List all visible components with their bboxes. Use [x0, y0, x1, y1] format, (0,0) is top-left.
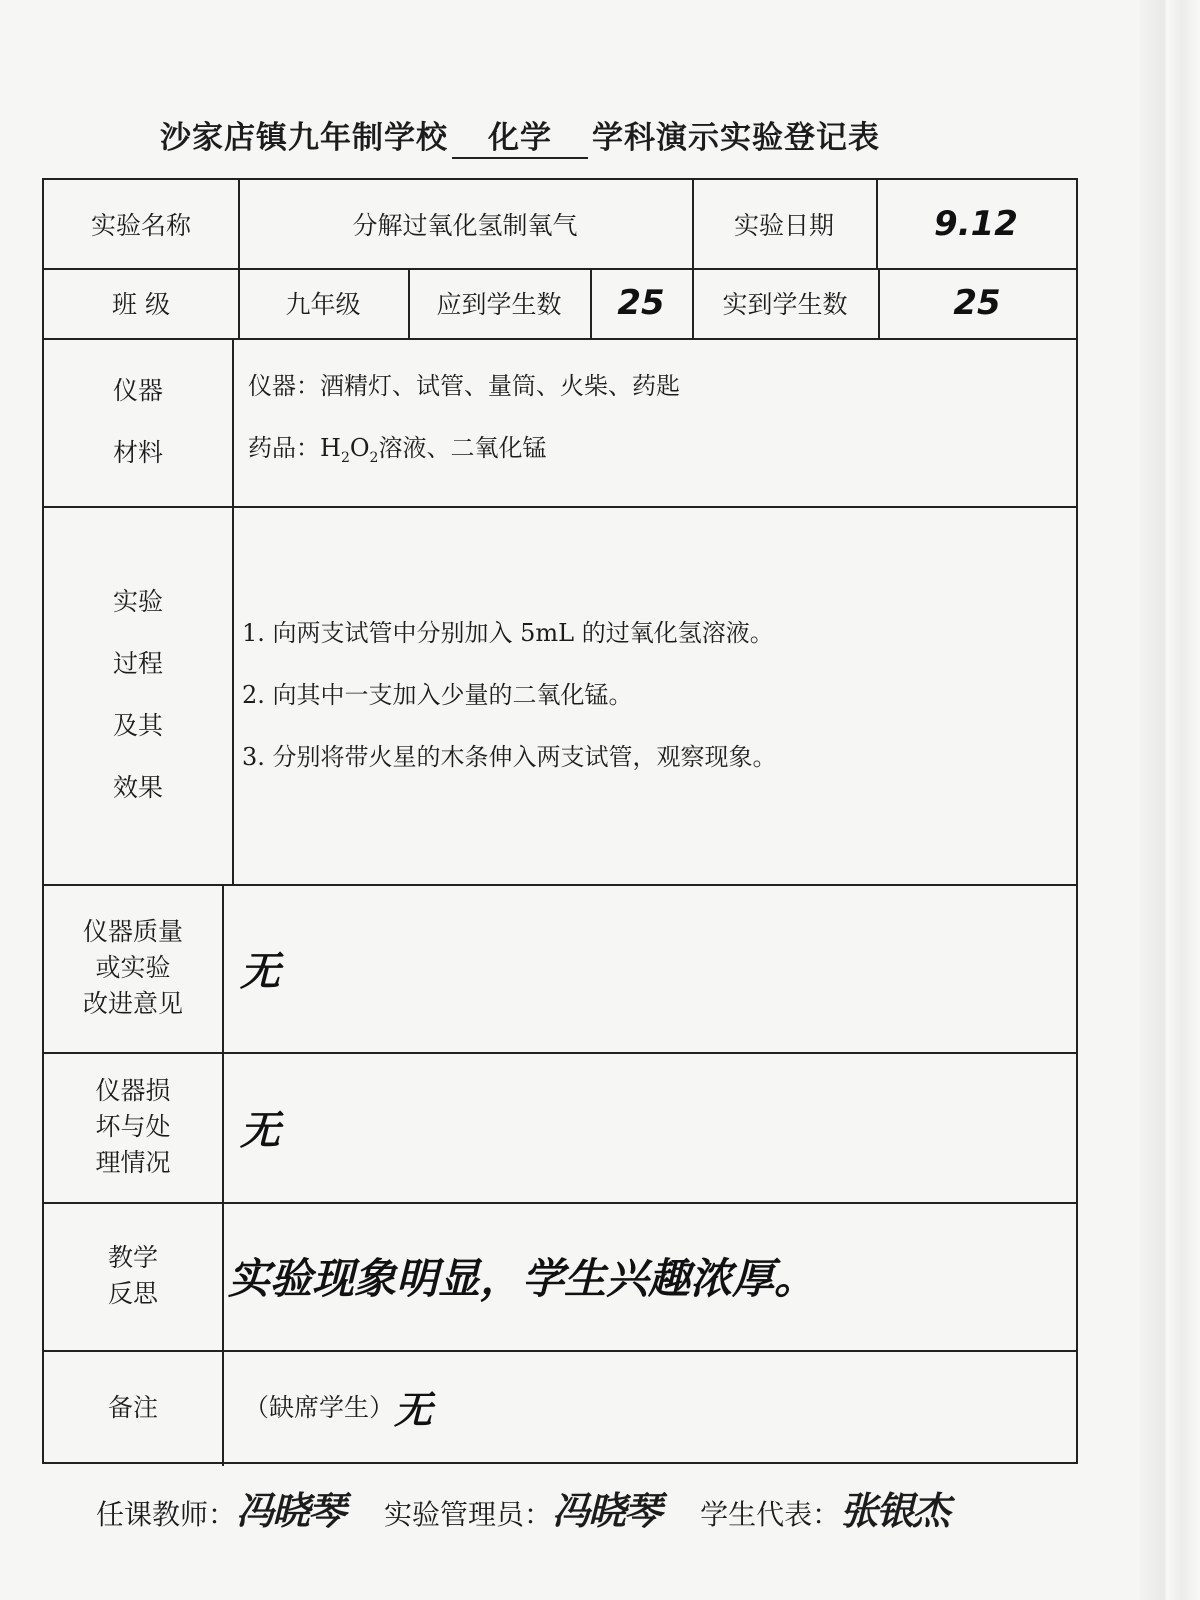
chemicals-suffix: 溶液、二氧化锰 — [378, 434, 547, 463]
actual-students-value: 25 — [953, 283, 1001, 323]
experiment-name-value: 分解过氧化氢制氧气 — [352, 211, 578, 240]
remark-prefix: （缺席学生） — [244, 1393, 395, 1422]
page-title — [160, 112, 980, 159]
reflection-value: 实验现象明显，学生兴趣浓厚。 — [228, 1254, 817, 1303]
process-label-line: 及其 — [112, 711, 163, 740]
expected-students-label: 应到学生数 — [436, 290, 562, 319]
equipment-content — [232, 338, 1076, 506]
process-label-line: 过程 — [112, 649, 163, 678]
title-subject: 化学 — [452, 112, 588, 159]
student-label: 学生代表： — [700, 1498, 841, 1531]
admin-label: 实验管理员： — [384, 1498, 553, 1531]
experiment-date-value: 9.12 — [934, 204, 1018, 244]
teacher-label: 任课教师： — [96, 1498, 237, 1531]
quality-label-line: 仪器质量 — [82, 916, 183, 946]
registration-table — [42, 178, 1078, 1464]
chemicals-line — [248, 417, 546, 489]
equipment-label — [44, 338, 232, 506]
student-signature: 张银杰 — [840, 1489, 949, 1533]
formula-o: O — [349, 434, 370, 463]
signature-footer — [96, 1480, 1116, 1535]
title-suffix: 学科演示实验登记表 — [592, 120, 880, 156]
chemicals-prefix: 药品： — [248, 434, 320, 463]
process-label — [44, 506, 232, 884]
reflection-label — [44, 1202, 222, 1350]
process-step: 2. 向其中一支加入少量的二氧化锰。 — [242, 681, 633, 709]
process-step: 1. 向两支试管中分别加入 5mL 的过氧化氢溶液。 — [242, 619, 774, 647]
process-step: 3. 分别将带火星的木条伸入两支试管，观察现象。 — [242, 743, 777, 771]
equipment-line: 仪器：酒精灯、试管、量筒、火柴、药匙 — [248, 372, 680, 401]
process-label-line: 效果 — [112, 773, 163, 802]
quality-value: 无 — [240, 948, 280, 995]
remark-value: 无 — [394, 1387, 433, 1432]
formula-sub: 2 — [369, 449, 379, 466]
experiment-date-label: 实验日期 — [733, 211, 834, 240]
damage-label-line: 坏与处 — [95, 1111, 171, 1141]
admin-signature: 冯晓琴 — [552, 1489, 661, 1533]
formula-sub: 2 — [340, 449, 350, 466]
equipment-label-line: 材料 — [112, 438, 163, 467]
teacher-signature: 冯晓琴 — [236, 1489, 345, 1533]
remark-label: 备注 — [107, 1393, 158, 1422]
class-label: 班 级 — [112, 290, 170, 319]
quality-label — [44, 884, 222, 1052]
paper-edge — [1140, 0, 1200, 1600]
formula-h: H — [320, 434, 341, 463]
quality-label-line: 改进意见 — [82, 989, 183, 1019]
title-school: 沙家店镇九年制学校 — [160, 120, 448, 156]
damage-label — [44, 1052, 222, 1202]
quality-label-line: 或实验 — [95, 952, 171, 982]
class-value: 九年级 — [285, 290, 361, 319]
process-content — [232, 506, 1076, 884]
equipment-label-line: 仪器 — [112, 375, 163, 405]
experiment-name-label: 实验名称 — [90, 211, 191, 240]
damage-label-line: 理情况 — [95, 1148, 171, 1178]
actual-students-label: 实到学生数 — [722, 290, 848, 319]
damage-value: 无 — [240, 1107, 280, 1154]
damage-label-line: 仪器损 — [95, 1075, 171, 1105]
process-label-line: 实验 — [112, 587, 163, 616]
reflection-label-line: 教学 — [107, 1242, 158, 1272]
remark-content — [222, 1350, 1076, 1462]
reflection-label-line: 反思 — [107, 1279, 158, 1308]
expected-students-value: 25 — [617, 283, 665, 323]
